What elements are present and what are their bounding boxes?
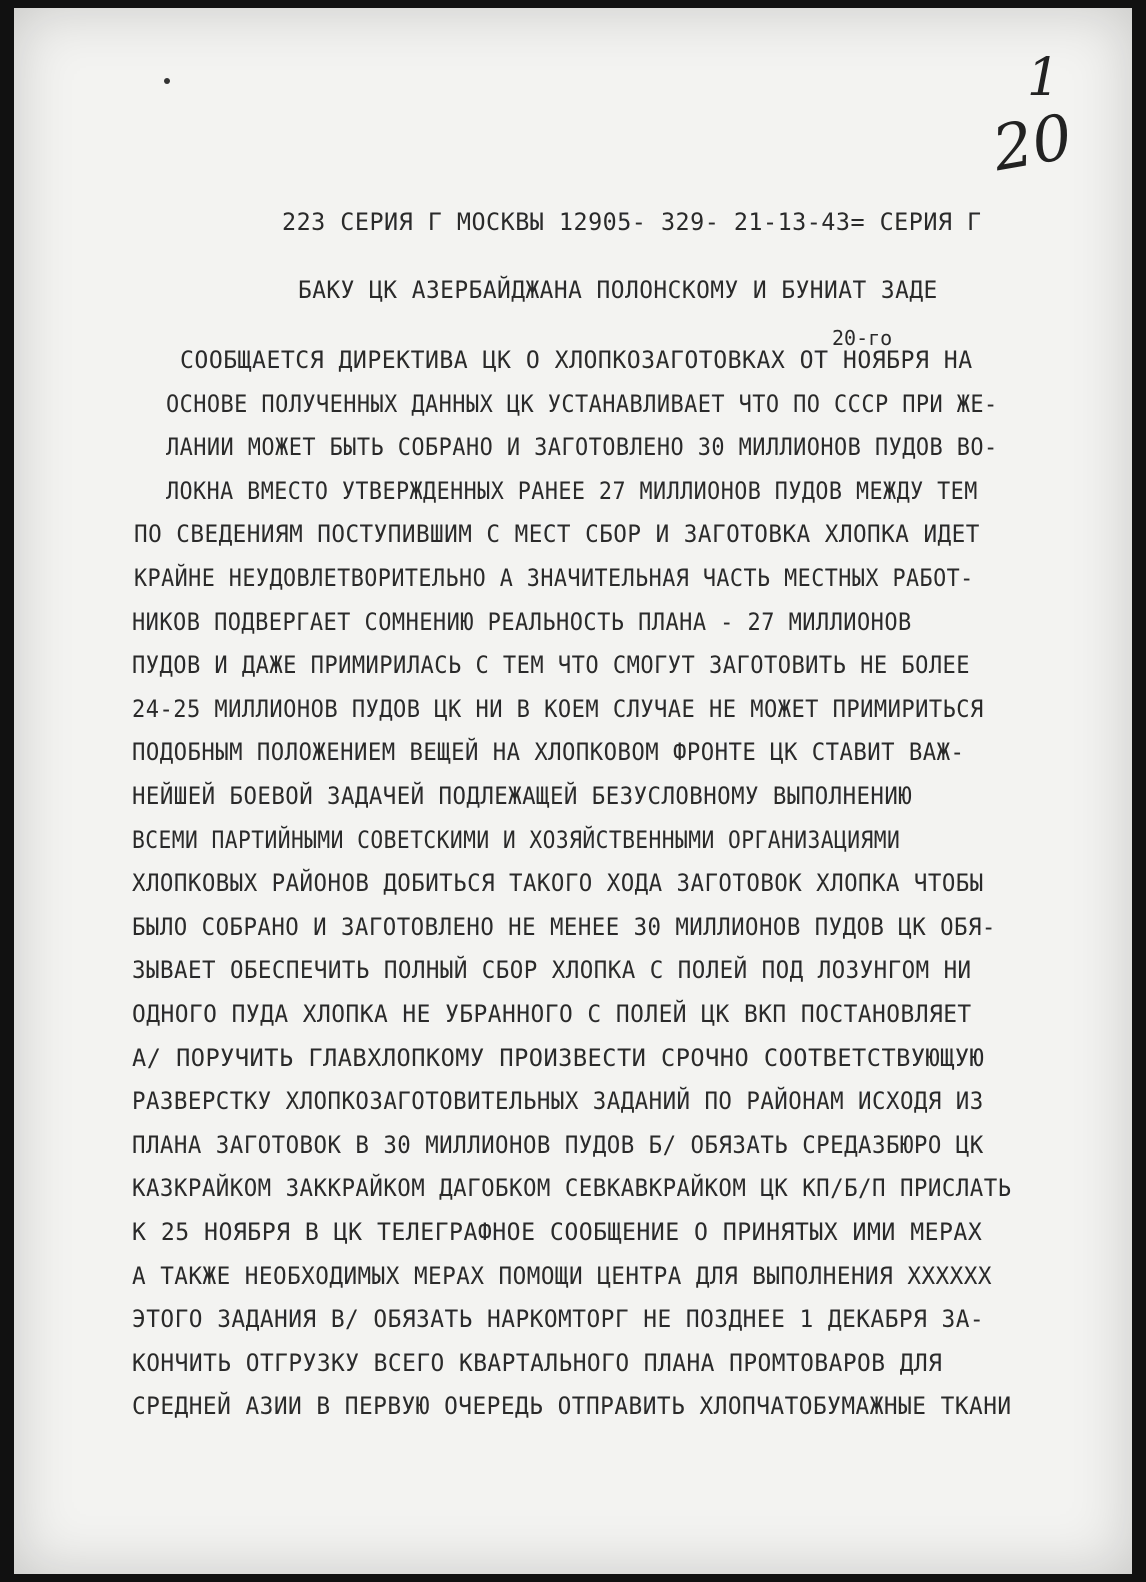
body-line: А ТАКЖЕ НЕОБХОДИМЫХ МЕРАХ ПОМОЩИ ЦЕНТРА ДЛЯ ВЫПОЛНЕНИЯ XXXXXX [132, 1261, 992, 1290]
body-line: ПЛАНА ЗАГОТОВОК В 30 МИЛЛИОНОВ ПУДОВ Б/ ОБЯЗАТЬ СРЕДАЗБЮРО ЦК [132, 1130, 984, 1159]
archive-folio-number: 20 [987, 99, 1078, 186]
body-line: ПО СВЕДЕНИЯМ ПОСТУПИВШИМ С МЕСТ СБОР И ЗАГОТОВКА ХЛОПКА ИДЕТ [134, 520, 980, 549]
body-line: 24-25 МИЛЛИОНОВ ПУДОВ ЦК НИ В КОЕМ СЛУЧАЕ НЕ МОЖЕТ ПРИМИРИТЬСЯ [132, 694, 984, 723]
body-line: НЕЙШЕЙ БОЕВОЙ ЗАДАЧЕЙ ПОДЛЕЖАЩЕЙ БЕЗУСЛОВНОМУ ВЫПОЛНЕНИЮ [132, 782, 913, 810]
body-line: ЗЫВАЕТ ОБЕСПЕЧИТЬ ПОЛНЫЙ СБОР ХЛОПКА С ПОЛЕЙ ПОД ЛОЗУНГОМ НИ [132, 956, 972, 985]
body-line: ОДНОГО ПУДА ХЛОПКА НЕ УБРАННОГО С ПОЛЕЙ ЦК ВКП ПОСТАНОВЛЯЕТ [132, 1000, 972, 1028]
body-line: ЭТОГО ЗАДАНИЯ В/ ОБЯЗАТЬ НАРКОМТОРГ НЕ ПОЗДНЕЕ 1 ДЕКАБРЯ ЗА- [132, 1305, 985, 1334]
document-sheet [14, 8, 1132, 1574]
body-line: ЛОКНА ВМЕСТО УТВЕРЖДЕННЫХ РАНЕЕ 27 МИЛЛИОНОВ ПУДОВ МЕЖДУ ТЕМ [166, 476, 978, 505]
body-line: К 25 НОЯБРЯ В ЦК ТЕЛЕГРАФНОЕ СООБЩЕНИЕ О ПРИНЯТЫХ ИМИ МЕРАХ [132, 1218, 983, 1246]
body-line: СРЕДНЕЙ АЗИИ В ПЕРВУЮ ОЧЕРЕДЬ ОТПРАВИТЬ ХЛОПЧАТОБУМАЖНЫЕ ТКАНИ [132, 1392, 1012, 1421]
body-line: НИКОВ ПОДВЕРГАЕТ СОМНЕНИЮ РЕАЛЬНОСТЬ ПЛАНА - 27 МИЛЛИОНОВ [132, 607, 912, 636]
telegram-header: 223 СЕРИЯ Г МОСКВЫ 12905- 329- 21-13-43= СЕРИЯ Г [282, 208, 982, 236]
body-line: ПОДОБНЫМ ПОЛОЖЕНИЕМ ВЕЩЕЙ НА ХЛОПКОВОМ ФРОНТЕ ЦК СТАВИТ ВАЖ- [132, 738, 965, 767]
archive-sheet-number: 1 [1026, 48, 1060, 108]
body-line: КРАЙНЕ НЕУДОВЛЕТВОРИТЕЛЬНО А ЗНАЧИТЕЛЬНАЯ ЧАСТЬ МЕСТНЫХ РАБОТ- [134, 564, 974, 592]
body-line: ОСНОВЕ ПОЛУЧЕННЫХ ДАННЫХ ЦК УСТАНАВЛИВАЕТ ЧТО ПО СССР ПРИ ЖЕ- [166, 389, 998, 418]
body-line: ЛАНИИ МОЖЕТ БЫТЬ СОБРАНО И ЗАГОТОВЛЕНО 30 МИЛЛИОНОВ ПУДОВ ВО- [166, 433, 998, 462]
body-line: ХЛОПКОВЫХ РАЙОНОВ ДОБИТЬСЯ ТАКОГО ХОДА ЗАГОТОВОК ХЛОПКА ЧТОБЫ [132, 869, 984, 898]
body-line: КОНЧИТЬ ОТГРУЗКУ ВСЕГО КВАРТАЛЬНОГО ПЛАНА ПРОМТОВАРОВ ДЛЯ [132, 1348, 943, 1377]
body-line: РАЗВЕРСТКУ ХЛОПКОЗАГОТОВИТЕЛЬНЫХ ЗАДАНИЙ ПО РАЙОНАМ ИСХОДЯ ИЗ [132, 1087, 984, 1116]
body-line: КАЗКРАЙКОМ ЗАККРАЙКОМ ДАГОБКОМ СЕВКАВКРАЙКОМ ЦК КП/Б/П ПРИСЛАТЬ [132, 1174, 1012, 1203]
body-line: ВСЕМИ ПАРТИЙНЫМИ СОВЕТСКИМИ И ХОЗЯЙСТВЕННЫМИ ОРГАНИЗАЦИЯМИ [132, 825, 901, 854]
body-line: А/ ПОРУЧИТЬ ГЛАВХЛОПКОМУ ПРОИЗВЕСТИ СРОЧНО СООТВЕТСТВУЮЩУЮ [132, 1043, 985, 1072]
ink-dot [164, 78, 170, 84]
telegram-addressee: БАКУ ЦК АЗЕРБАЙДЖАНА ПОЛОНСКОМУ И БУНИАТ ЗАДЕ [298, 276, 938, 304]
date-insertion: 20-го [832, 326, 893, 350]
body-line: СООБЩАЕТСЯ ДИРЕКТИВА ЦК О ХЛОПКОЗАГОТОВКАХ ОТ НОЯБРЯ НА [180, 346, 973, 374]
body-line: БЫЛО СОБРАНО И ЗАГОТОВЛЕНО НЕ МЕНЕЕ 30 МИЛЛИОНОВ ПУДОВ ЦК ОБЯ- [132, 912, 996, 941]
body-line: ПУДОВ И ДАЖЕ ПРИМИРИЛАСЬ С ТЕМ ЧТО СМОГУТ ЗАГОТОВИТЬ НЕ БОЛЕЕ [132, 651, 971, 680]
